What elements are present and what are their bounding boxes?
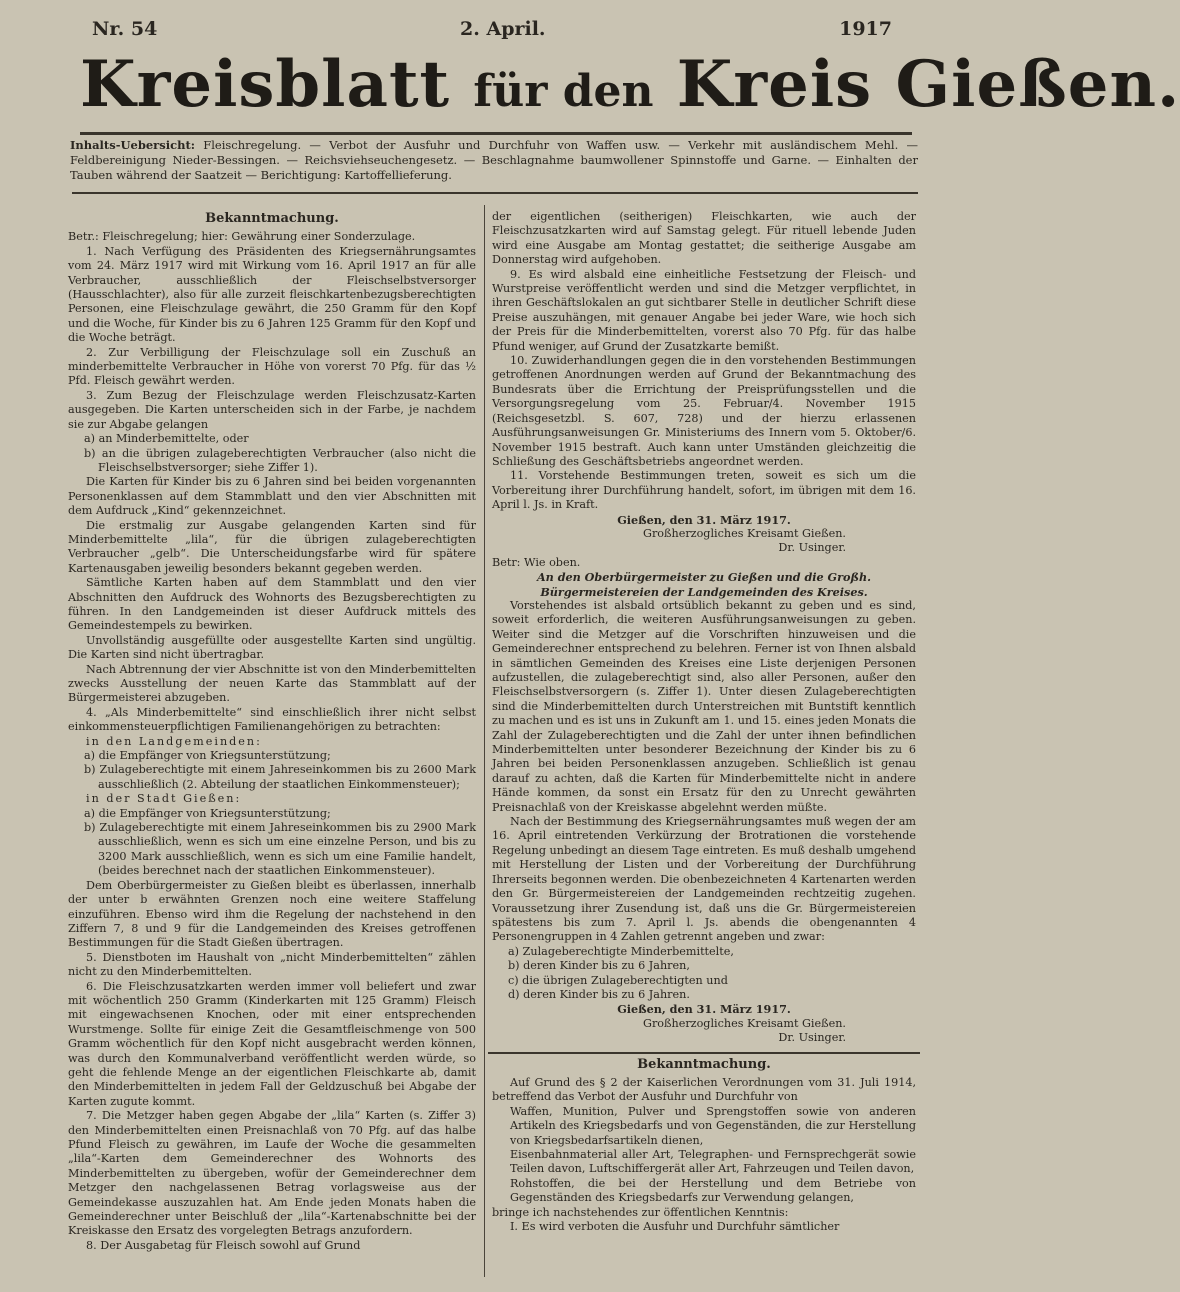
- right-column: [492, 210, 916, 1234]
- weapons-intro: Auf Grund des § 2 der Kaiserlichen Verordnungen vom 31. Juli 1914, betreffend das Verbot der Ausfuhr und Durchfuhr von: [492, 1075, 916, 1104]
- paragraph-3a: a) an Minderbemittelte, oder: [84, 432, 249, 446]
- instruction-paragraph-1: Vorstehendes ist alsbald ortsüblich bekannt zu geben und es sind, soweit erforderlich, die weiteren Ausführungsanweisungen zu geben. Weiter sind die Metzger auf die Vorschriften hinzuweisen und die Gemeinderechner entsprechend zu belehren. Ferner ist von Ihnen alsbald in sämtlichen Gemeinden des Kreises eine Liste derjenigen Personen aufzustellen, die zulageberechtigt sind, also aller Personen, außer den Fleischselbstversorgern (s. Ziffer 1). Unter diesen Zulageberechtigten sind die Minderbemittelten durch Unterstreichen mit Buntstift kenntlich zu machen und es ist uns in Zukunft am 1. und 15. eines jeden Monats die Zahl der Zulageberechtigten und die Zahl der unter ihnen befindlichen Minderbemittelten unter besonderer Bezeichnung der Kinder bis zu 6 Jahren bei beiden Personenklassen anzugeben. Schließlich ist genau darauf zu achten, daß die Karten für Minderbemittelte nicht in andere Hände kommen, da sonst ein Ersatz für den zu Unrecht gewährten Preisnachlaß von der Kreiskasse abgelehnt werden müßte.: [492, 598, 916, 814]
- paragraph-4-heading-rural: in den Landgemeinden:: [86, 734, 262, 748]
- address-heading: An den Oberbürgermeister zu Gießen und die Großh. Bürgermeistereien der Landgemeinden des Kreises.: [537, 570, 871, 599]
- paragraph-6: 6. Die Fleischzusatzkarten werden immer voll beliefert und zwar mit wöchentlich 250 Gramm (Kinderkarten mit 125 Gramm) Fleisch mit eingewachsenen Knochen, oder mit einer entsprechenden Wurstmenge. Sollte für einige Zeit die Gesamtfleischmenge von 500 Gramm wöchentlich für den Kopf nicht ausgebracht werden können, was durch den Kommunalverband veröffentlicht werden würde, so geht die fehlende Menge an der eigentlichen Fleischkarte ab, damit den Minderbemittelten in jedem Fall der Geldzuschuß bei Abgabe der Karten zugute kommt.: [68, 979, 476, 1108]
- paragraph-4: 4. „Als Minderbemittelte“ sind einschließlich ihrer nicht selbst einkommensteuerpflichtigen Familienangehörigen zu betrachten:: [68, 705, 476, 734]
- column-divider: [484, 205, 485, 1277]
- group-b: b) deren Kinder bis zu 6 Jahren,: [508, 959, 690, 973]
- masthead-word-2: für den: [473, 66, 654, 117]
- signature-place-2: Gießen, den 31. März 1917.: [617, 1002, 791, 1017]
- signature-name-1: Dr. Usinger.: [778, 541, 846, 555]
- signature-name-2: Dr. Usinger.: [778, 1031, 846, 1045]
- group-d: d) deren Kinder bis zu 6 Jahren.: [508, 987, 690, 1001]
- paragraph-8-continued: der eigentlichen (seitherigen) Fleischkarten, wie auch der Fleischzusatzkarten wird auf Samstag gelegt. Für rituell lebende Juden wird eine Ausgabe am Montag gestattet; die seitherige Ausgabe am Donnerstag wird aufgehoben.: [492, 210, 916, 267]
- paragraph-4-heading-city: in der Stadt Gießen:: [86, 792, 242, 806]
- group-c: c) die übrigen Zulageberechtigten und: [508, 973, 728, 987]
- announcement-heading-2: Bekanntmachung.: [637, 1056, 771, 1072]
- paragraph-4b-city: b) Zulageberechtigte mit einem Jahreseinkommen bis zu 2900 Mark ausschließlich, wenn es sich um eine einzelne Person, und bis zu 3200 Mark ausschließlich, wenn es sich um eine Familie handelt, (beides berechnet nach der staatlichen Einkommensteuer).: [84, 821, 476, 878]
- paragraph-3f: Unvollständig ausgefüllte oder ausgestellte Karten sind ungültig. Die Karten sind nicht übertragbar.: [68, 633, 476, 662]
- paragraph-4b-rural: b) Zulageberechtigte mit einem Jahreseinkommen bis zu 2600 Mark ausschließlich (2. Abteilung der staatlichen Einkommensteuer);: [84, 763, 476, 791]
- paragraph-3e: Sämtliche Karten haben auf dem Stammblatt und den vier Abschnitten den Aufdruck des Wohnorts des Bezugsberechtigten zu führen. In den Landgemeinden ist dieser Aufdruck mittels des Gemeindestempels zu bewirken.: [68, 576, 476, 633]
- issue-year: 1917: [839, 18, 892, 40]
- paragraph-7: 7. Die Metzger haben gegen Abgabe der „lila“ Karten (s. Ziffer 3) den Minderbemittelten einen Preisnachlaß von 70 Pfg. auf das halbe Pfund Fleisch zu gewähren, im Laufe der Woche die gesammelten „lila“-Karten dem Gemeinderechner des Wohnorts des Minderbemittelten zu übergeben, wofür der Gemeinderechner dem Metzger den nachgelassenen Betrag vorlagsweise aus der Gemeindekasse auszuzahlen hat. Am Ende jeden Monats haben die Gemeinderechner unter Beischluß der „lila“-Kartenabschnitte bei der Kreiskasse den Ersatz des vorgelegten Betrags anzufordern.: [68, 1109, 476, 1238]
- paragraph-4a-city: a) die Empfänger von Kriegsunterstützung;: [84, 806, 331, 820]
- weapons-notice: bringe ich nachstehendes zur öffentlichen Kenntnis:: [492, 1205, 789, 1219]
- issue-number: Nr. 54: [92, 18, 158, 40]
- masthead-word-3: Kreis Gießen.: [676, 47, 1180, 122]
- signature-office-2: Großherzogliches Kreisamt Gießen.: [643, 1016, 846, 1030]
- issue-date: 2. April.: [460, 18, 546, 40]
- toc-rule: [72, 192, 918, 194]
- paragraph-3: 3. Zum Bezug der Fleischzulage werden Fleischzusatz-Karten ausgegeben. Die Karten unterscheiden sich in der Farbe, je nachdem sie zur Abgabe gelangen: [68, 388, 476, 431]
- left-column: [68, 210, 476, 1253]
- paragraph-9: 9. Es wird alsbald eine einheitliche Festsetzung der Fleisch- und Wurstpreise veröffentlicht werden und sind die Metzger verpflichtet, in ihren Geschäftslokalen an gut sichtbarer Stelle in deutlicher Schrift diese Preise auszuhängen, mit genauer Angabe bei jeder Ware, wie hoch sich der Preis für die Minderbemittelten, vorerst also 70 Pfg. für das halbe Pfund weniger, auf Grund der Zusatzkarte bemißt.: [492, 267, 916, 353]
- paragraph-10: 10. Zuwiderhandlungen gegen die in den vorstehenden Bestimmungen getroffenen Anordnungen werden auf Grund der Bekanntmachung des Bundesrats über die Errichtung der Preisprüfungsstellen und die Versorgungsregelung vom 25. Februar/4. November 1915 (Reichsgesetzbl. S. 607, 728) und der hierzu erlassenen Ausführungsanweisungen Gr. Ministeriums des Innern vom 5. Oktober/6. November 1915 bestraft. Auch kann unter Umständen gleichzeitig die Schließung des Geschäftsbetriebs angeordnet werden.: [492, 354, 916, 468]
- masthead-rule: [80, 132, 912, 135]
- section-rule: [488, 1052, 920, 1054]
- paragraph-11: 11. Vorstehende Bestimmungen treten, soweit es sich um die Vorbereitung ihrer Durchführung handelt, sofort, im übrigen mit dem 16. April l. Js. in Kraft.: [492, 469, 916, 512]
- paragraph-3c: Die Karten für Kinder bis zu 6 Jahren sind bei beiden vorgenannten Personenklassen auf dem Stammblatt und den vier Abschnitten mit dem Aufdruck „Kind“ gekennzeichnet.: [68, 475, 476, 518]
- table-of-contents: [70, 138, 918, 183]
- paragraph-3d: Die erstmalig zur Ausgabe gelangenden Karten sind für Minderbemittelte „lila“, für die übrigen zulageberechtigten Verbraucher „gelb“. Die Unterscheidungsfarbe wird für spätere Kartenausgaben jeweilig besonders bekannt gegeben werden.: [68, 518, 476, 575]
- instruction-paragraph-2: Nach der Bestimmung des Kriegsernährungsamtes muß wegen der am 16. April eintretenden Verkürzung der Brotrationen die vorstehende Regelung unbedingt an diesem Tage eintreten. Es muß deshalb umgehend mit Herstellung der Listen und der Vorbereitung der Durchführung Ihrerseits begonnen werden. Die obenbezeichneten 4 Kartenarten werden den Gr. Bürgermeistereien der Landgemeinden rechtzeitig zugehen. Voraussetzung ihrer Zusendung ist, daß uns die Gr. Bürgermeistereien spätestens bis zum 7. April l. Js. abends die obengenannten 4 Personengruppen in 4 Zahlen getrennt angeben und zwar:: [492, 815, 916, 944]
- paragraph-2: 2. Zur Verbilligung der Fleischzulage soll ein Zuschuß an minderbemittelte Verbraucher in Höhe von vorerst 70 Pfg. für das ½ Pfd. Fleisch gewährt werden.: [68, 345, 476, 388]
- paragraph-1: 1. Nach Verfügung des Präsidenten des Kriegsernährungsamtes vom 24. März 1917 wird mit Wirkung vom 16. April 1917 an für alle Verbraucher, ausschließlich der Fleischselbstversorger (Hausschlachter), also für alle zurzeit fleischkartenbezugsberechtigten Personen, eine Fleischzulage gewährt, die 250 Gramm für den Kopf und die Woche, für Kinder bis zu 6 Jahren 125 Gramm für den Kopf und die Woche beträgt.: [68, 244, 476, 345]
- toc-label: Inhalts-Uebersicht:: [70, 138, 196, 152]
- weapons-item-1: Waffen, Munition, Pulver und Sprengstoffen sowie von anderen Artikeln des Kriegsbedarfs und von Gegenständen, die zur Herstellung von Kriegsbedarfsartikeln dienen,: [510, 1104, 916, 1147]
- toc-text: Fleischregelung. — Verbot der Ausfuhr und Durchfuhr von Waffen usw. — Verkehr mit ausländischem Mehl. — Feldbereinigung Nieder-Bessingen. — Reichsviehseuchengesetz. — Beschlagnahme baumwollener Spinnstoffe und Garne. — Einhalten der Tauben während der Saatzeit — Berichtigung: Kartoffellieferung.: [70, 138, 919, 182]
- paragraph-4a-rural: a) die Empfänger von Kriegsunterstützung;: [84, 749, 331, 763]
- paragraph-5: 5. Dienstboten im Haushalt von „nicht Minderbemittelten“ zählen nicht zu den Minderbemittelten.: [68, 950, 476, 979]
- subject-line-2: Betr: Wie oben.: [492, 555, 581, 569]
- paragraph-3b: b) an die übrigen zulageberechtigten Verbraucher (also nicht die Fleischselbstversorger; siehe Ziffer 1).: [84, 446, 476, 474]
- weapons-item-3: Rohstoffen, die bei der Herstellung und dem Betriebe von Gegenständen des Kriegsbedarfs zur Verwendung gelangen,: [510, 1176, 916, 1205]
- paragraph-8: 8. Der Ausgabetag für Fleisch sowohl auf Grund: [86, 1238, 361, 1252]
- paragraph-4c: Dem Oberbürgermeister zu Gießen bleibt es überlassen, innerhalb der unter b erwähnten Grenzen noch eine weitere Staffelung einzuführen. Ebenso wird ihm die Regelung der nachstehend in den Ziffern 7, 8 und 9 für die Landgemeinden des Kreises getroffenen Bestimmungen für die Stadt Gießen übertragen.: [68, 878, 476, 950]
- signature-place-1: Gießen, den 31. März 1917.: [617, 512, 791, 527]
- signature-office-1: Großherzogliches Kreisamt Gießen.: [643, 526, 846, 540]
- announcement-heading: Bekanntmachung.: [205, 211, 339, 226]
- masthead-word-1: Kreisblatt: [80, 47, 451, 122]
- masthead-title: [80, 40, 1180, 130]
- paragraph-3g: Nach Abtrennung der vier Abschnitte ist von den Minderbemittelten zwecks Ausstellung der neuen Karte das Stammblatt auf der Bürgermeisterei abzugeben.: [68, 662, 476, 705]
- group-a: a) Zulageberechtigte Minderbemittelte,: [508, 944, 734, 958]
- weapons-clause-1: I. Es wird verboten die Ausfuhr und Durchfuhr sämtlicher: [510, 1220, 840, 1234]
- subject-line: Betr.: Fleischregelung; hier: Gewährung einer Sonderzulage.: [68, 230, 416, 244]
- weapons-item-2: Eisenbahnmaterial aller Art, Telegraphen- und Fernsprechgerät sowie Teilen davon, Luftschiffergerät aller Art, Fahrzeugen und Teilen davon,: [510, 1148, 916, 1176]
